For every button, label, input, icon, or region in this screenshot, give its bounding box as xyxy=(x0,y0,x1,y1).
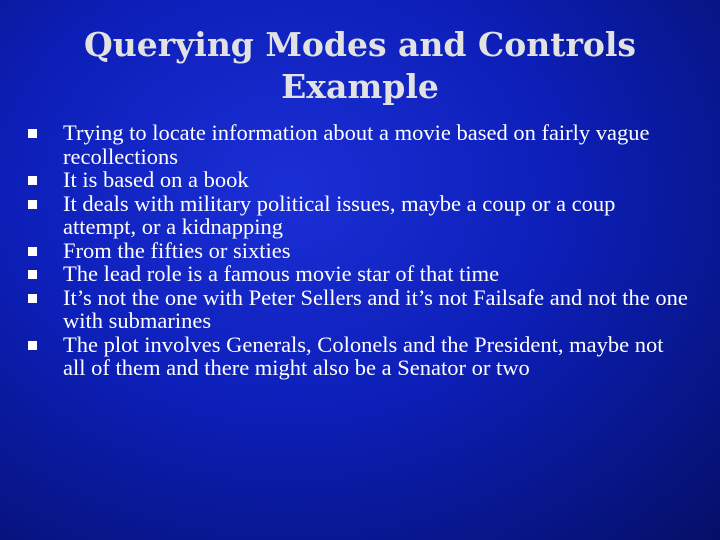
square-bullet-icon xyxy=(28,129,37,138)
square-bullet-icon xyxy=(28,270,37,279)
bullet-text: From the fifties or sixties xyxy=(63,237,291,263)
bullet-item xyxy=(28,239,688,263)
bullet-text: The lead role is a famous movie star of that time xyxy=(63,261,500,286)
square-bullet-icon xyxy=(28,200,37,209)
slide-title-line-1: Querying Modes and Controls xyxy=(83,25,637,64)
bullet-text: The plot involves Generals, Colonels and the President, maybe not all of them and there might also be a Senator or two xyxy=(63,331,664,380)
square-bullet-icon xyxy=(28,247,37,256)
bullet-item xyxy=(28,262,688,286)
bullet-text: Trying to locate information about a movie based on fairly vague recollections xyxy=(63,120,650,169)
bullet-text: It is based on a book xyxy=(63,167,249,192)
bullet-text: It deals with military political issues, maybe a coup or a coup attempt, or a kidnapping xyxy=(63,190,616,239)
bullet-list xyxy=(28,121,688,380)
bullet-text: It’s not the one with Peter Sellers and it’s not Failsafe and not the one with submarines xyxy=(63,284,688,333)
bullet-item xyxy=(28,192,688,239)
slide-title xyxy=(0,24,720,108)
square-bullet-icon xyxy=(28,176,37,185)
bullet-item xyxy=(28,168,688,192)
bullet-item xyxy=(28,333,688,380)
bullet-item xyxy=(28,121,688,168)
slide-title-line-2: Example xyxy=(281,67,439,106)
bullet-item xyxy=(28,286,688,333)
square-bullet-icon xyxy=(28,341,37,350)
square-bullet-icon xyxy=(28,294,37,303)
